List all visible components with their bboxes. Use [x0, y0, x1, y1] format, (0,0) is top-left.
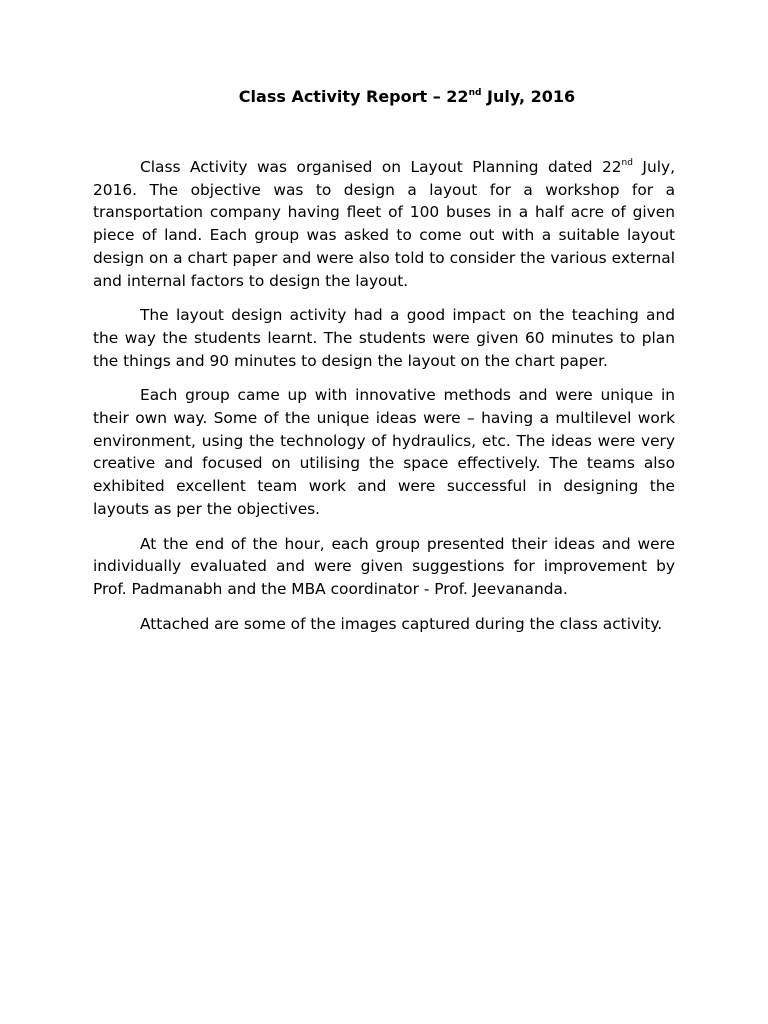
paragraph-ideas: Each group came up with innovative methods and were unique in their own way. Some of the unique ideas were – having a multilevel work environment, using the technology of hydraulics, etc. The ideas were very creative and focused on utilising the space effectively. The teams also exhibited excellent team work and were successful in designing the layouts as per the objectives. — [93, 386, 675, 518]
paragraph-attachments: Attached are some of the images captured during the class activity. — [140, 614, 663, 633]
report-title-text: Class Activity Report – 22 — [238, 87, 469, 106]
report-body — [93, 156, 675, 647]
report-title-superscript: nd — [468, 88, 482, 98]
paragraph-introduction-rest: July, 2016. The objective was to design a layout for a workshop for a transportation company having fleet of 100 buses in a half acre of given piece of land. Each group was asked to come out with a suitable layout design on a chart paper and were also told to consider the various external and internal factors to design the layout. — [93, 158, 675, 290]
paragraph-introduction-superscript: nd — [621, 158, 633, 168]
paragraph-impact: The layout design activity had a good impact on the teaching and the way the students learnt. The students were given 60 minutes to plan the things and 90 minutes to design the layout on the chart paper. — [93, 306, 675, 370]
report-title — [0, 86, 768, 108]
paragraph-introduction — [93, 156, 675, 292]
report-title-date: July, 2016 — [481, 87, 576, 106]
paragraph-introduction-start: Class Activity was organised on Layout Planning dated 22 — [140, 158, 622, 176]
paragraph-evaluation: At the end of the hour, each group presented their ideas and were individually evaluated and were given suggestions for improvement by Prof. Padmanabh and the MBA coordinator - Prof. Jeevananda. — [93, 534, 675, 598]
